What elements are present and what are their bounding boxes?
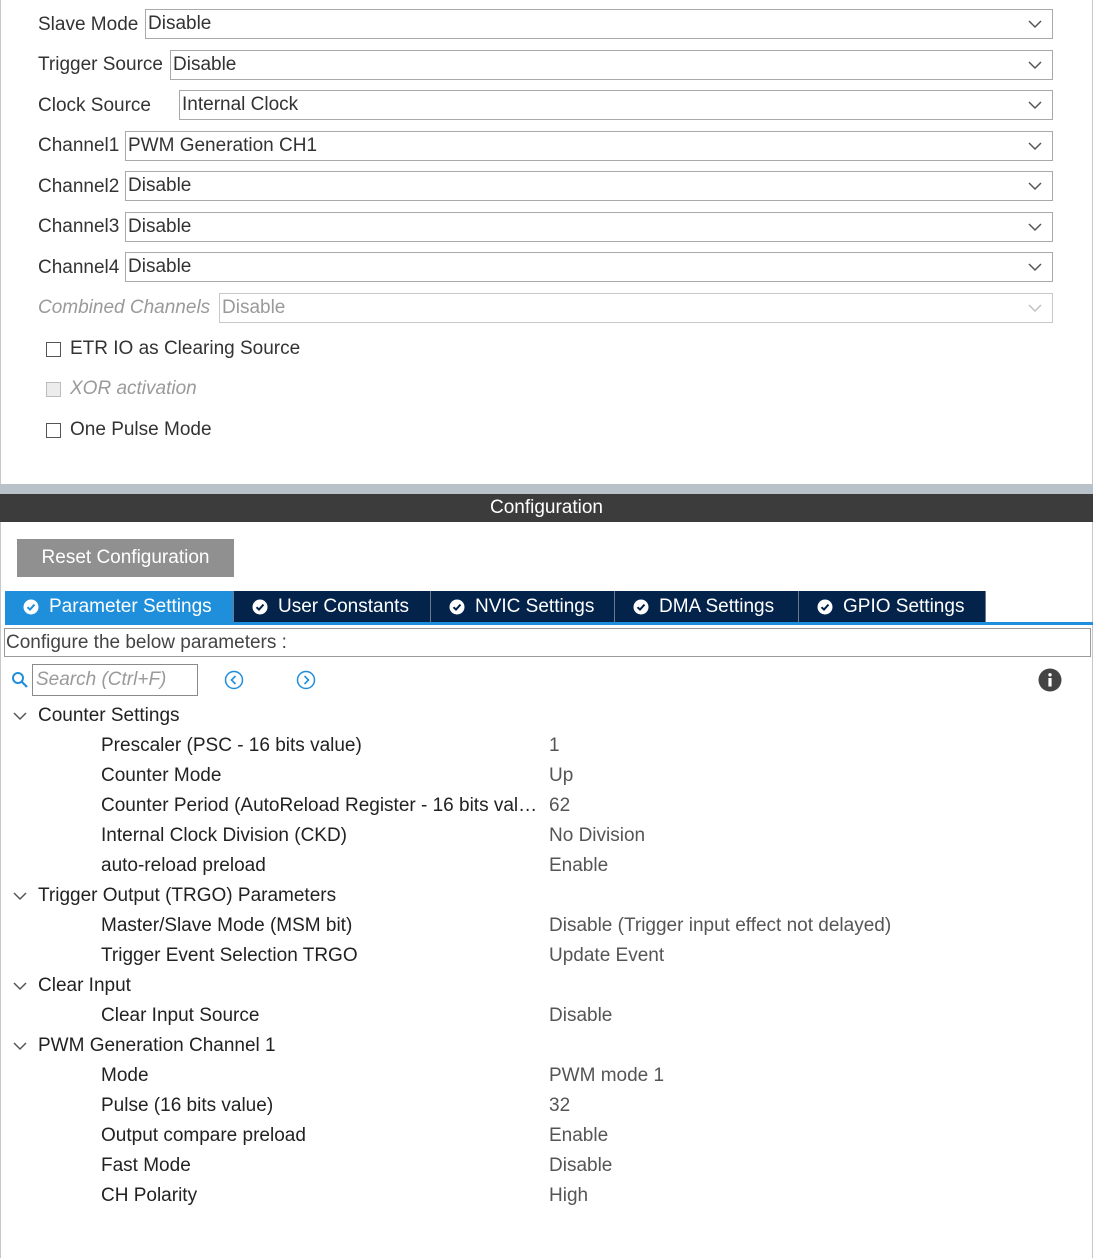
param-value[interactable]: PWM mode 1 [549, 1065, 665, 1086]
tab-label: Parameter Settings [49, 595, 212, 617]
tab-label: NVIC Settings [475, 595, 595, 617]
clock-source-label: Clock Source [38, 95, 151, 116]
group-label: PWM Generation Channel 1 [38, 1035, 276, 1056]
param-name: auto-reload preload [101, 855, 266, 876]
channel1-select[interactable] [125, 131, 1053, 161]
configure-description [4, 628, 1091, 657]
etr-io-checkbox[interactable] [46, 342, 61, 357]
channel2-row [38, 171, 119, 203]
chevron-down-icon [1028, 99, 1042, 111]
group-label: Clear Input [38, 975, 131, 996]
configuration-title: Configuration [489, 497, 604, 518]
chevron-down-icon [1028, 261, 1042, 273]
clock-source-row [38, 90, 151, 122]
param-value[interactable]: Disable [549, 1005, 613, 1026]
param-name: Prescaler (PSC - 16 bits value) [101, 735, 362, 756]
slave-mode-select[interactable] [145, 9, 1053, 39]
channel1-value: PWM Generation CH1 [128, 135, 318, 156]
group-clear-input[interactable] [12, 971, 131, 1001]
group-counter-settings[interactable] [12, 701, 180, 731]
search-icon [11, 671, 29, 689]
channel2-select[interactable] [125, 171, 1053, 201]
param-value[interactable]: Up [549, 765, 574, 786]
param-name: Counter Mode [101, 765, 222, 786]
param-value[interactable]: No Division [549, 825, 646, 846]
configuration-header [0, 494, 1093, 522]
panel-border-left [0, 0, 1, 1258]
channel4-value: Disable [128, 256, 192, 277]
search-placeholder: Search (Ctrl+F) [36, 669, 167, 690]
clock-source-value: Internal Clock [182, 94, 299, 115]
trigger-source-row [38, 49, 163, 81]
combined-channels-row [38, 292, 210, 324]
chevron-down-icon [12, 1040, 28, 1052]
param-value[interactable]: Update Event [549, 945, 665, 966]
settings-tabs [5, 591, 986, 622]
param-name: CH Polarity [101, 1185, 198, 1206]
chevron-down-icon [12, 710, 28, 722]
channel3-value: Disable [128, 216, 192, 237]
channel3-label: Channel3 [38, 216, 120, 237]
previous-result-icon[interactable] [224, 670, 244, 690]
trigger-source-value: Disable [173, 54, 237, 75]
param-value[interactable]: High [549, 1185, 589, 1206]
param-value[interactable]: Enable [549, 1125, 609, 1146]
check-circle-icon [252, 599, 268, 615]
param-name: Output compare preload [101, 1125, 306, 1146]
info-icon[interactable] [1038, 668, 1062, 692]
group-label: Trigger Output (TRGO) Parameters [38, 885, 337, 906]
combined-channels-value: Disable [222, 297, 286, 318]
tab-nvic-settings[interactable] [431, 591, 615, 622]
one-pulse-mode-checkbox[interactable] [46, 423, 61, 438]
tab-underline [5, 622, 1093, 625]
clock-source-select[interactable] [179, 90, 1053, 120]
param-name: Internal Clock Division (CKD) [101, 825, 348, 846]
tab-label: User Constants [278, 595, 409, 617]
etr-io-checkbox-row[interactable] [46, 337, 300, 361]
chevron-down-icon [12, 890, 28, 902]
param-name: Mode [101, 1065, 149, 1086]
slave-mode-value: Disable [148, 13, 212, 34]
tab-gpio-settings[interactable] [799, 591, 986, 622]
param-value[interactable]: Enable [549, 855, 609, 876]
param-value[interactable]: 32 [549, 1095, 571, 1116]
tab-label: GPIO Settings [843, 595, 965, 617]
channel1-row [38, 130, 119, 162]
panel-splitter[interactable] [0, 484, 1093, 494]
one-pulse-mode-label: One Pulse Mode [70, 419, 212, 440]
param-value[interactable]: 62 [549, 795, 571, 816]
param-name: Master/Slave Mode (MSM bit) [101, 915, 353, 936]
chevron-down-icon [1028, 221, 1042, 233]
slave-mode-row [38, 9, 138, 41]
channel4-select[interactable] [125, 252, 1053, 282]
channel2-label: Channel2 [38, 176, 120, 197]
etr-io-label: ETR IO as Clearing Source [70, 338, 301, 359]
chevron-down-icon [1028, 180, 1042, 192]
tab-label: DMA Settings [659, 595, 775, 617]
channel4-label: Channel4 [38, 257, 120, 278]
search-input[interactable] [32, 664, 198, 696]
param-value[interactable]: 1 [549, 735, 560, 756]
param-value[interactable]: Disable [549, 1155, 613, 1176]
tab-user-constants[interactable] [234, 591, 431, 622]
xor-activation-checkbox [46, 382, 61, 397]
channel1-label: Channel1 [38, 135, 120, 156]
tab-parameter-settings[interactable] [5, 591, 234, 622]
trigger-source-select[interactable] [170, 50, 1053, 80]
xor-activation-label: XOR activation [70, 378, 197, 399]
next-result-icon[interactable] [296, 670, 316, 690]
one-pulse-mode-checkbox-row[interactable] [46, 418, 212, 442]
configure-text: Configure the below parameters : [6, 631, 287, 653]
group-pwm-generation-channel-1[interactable] [12, 1031, 276, 1061]
check-circle-icon [633, 599, 649, 615]
channel2-value: Disable [128, 175, 192, 196]
combined-channels-select [219, 293, 1053, 323]
channel3-row [38, 211, 119, 243]
channel4-row [38, 252, 119, 284]
chevron-down-icon [1028, 302, 1042, 314]
reset-configuration-label: Reset Configuration [41, 547, 210, 568]
chevron-down-icon [1028, 18, 1042, 30]
slave-mode-label: Slave Mode [38, 14, 139, 35]
combined-channels-label: Combined Channels [38, 297, 211, 318]
tab-dma-settings[interactable] [615, 591, 799, 622]
param-name: Pulse (16 bits value) [101, 1095, 274, 1116]
reset-configuration-button[interactable] [17, 539, 234, 577]
trigger-source-label: Trigger Source [38, 54, 163, 75]
xor-activation-checkbox-row [46, 377, 197, 401]
param-name: Counter Period (AutoReload Register - 16 bits val… [101, 795, 538, 816]
group-label: Counter Settings [38, 705, 180, 726]
channel3-select[interactable] [125, 212, 1053, 242]
chevron-down-icon [1028, 59, 1042, 71]
check-circle-icon [23, 599, 39, 615]
param-name: Trigger Event Selection TRGO [101, 945, 358, 966]
chevron-down-icon [12, 980, 28, 992]
param-value[interactable]: Disable (Trigger input effect not delayed) [549, 915, 892, 936]
group-trigger-output[interactable] [12, 881, 336, 911]
param-name: Fast Mode [101, 1155, 191, 1176]
chevron-down-icon [1028, 140, 1042, 152]
check-circle-icon [817, 599, 833, 615]
param-name: Clear Input Source [101, 1005, 260, 1026]
check-circle-icon [449, 599, 465, 615]
